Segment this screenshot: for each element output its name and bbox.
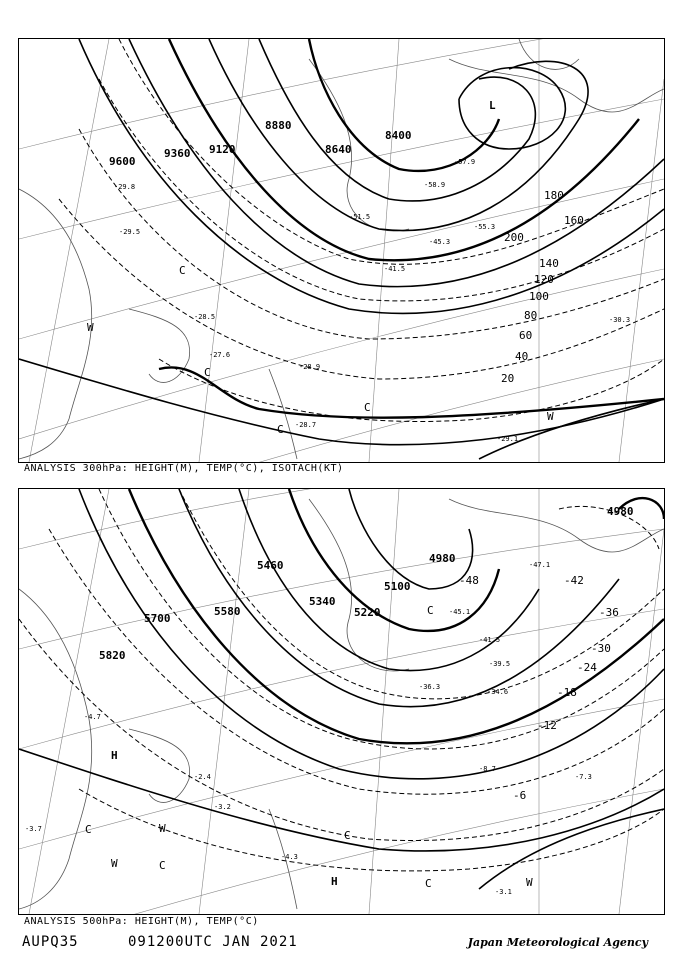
temp-value: -41.5 (479, 636, 501, 644)
temp-value: -29.1 (497, 435, 519, 443)
temp-contour-label: -12 (537, 719, 557, 732)
temp-value: -4.3 (281, 853, 298, 861)
height-label: 9120 (209, 143, 236, 156)
height-label: 5460 (257, 559, 284, 572)
temp-contour-label: -42 (564, 574, 584, 587)
isotach-label: 80 (524, 309, 538, 322)
temp-value: -3.7 (25, 825, 42, 833)
temp-contour-label: -6 (513, 789, 527, 802)
height-label: 5700 (144, 612, 171, 625)
temp-contour-label: -48 (459, 574, 479, 587)
labels-500hpa (19, 489, 664, 914)
height-label: 5820 (99, 649, 126, 662)
temp-value: -29.5 (119, 228, 141, 236)
temp-value: -39.5 (489, 660, 511, 668)
isotach-label: 40 (515, 350, 529, 363)
marks-300 (87, 264, 554, 436)
height-label: 5580 (214, 605, 241, 618)
temp-value: -45.1 (449, 608, 471, 616)
height-label: 8640 (325, 143, 352, 156)
isotach-labels-300 (501, 189, 584, 385)
temp-value: -41.5 (384, 265, 406, 273)
cold-mark: C (344, 829, 351, 842)
height-label: 4980 (429, 552, 456, 565)
temp-value: -27.6 (209, 351, 231, 359)
warm-mark: W (526, 876, 533, 889)
isotach-label: 140 (539, 257, 559, 270)
temp-contour-label: -36 (599, 606, 619, 619)
height-label: 8400 (385, 129, 412, 142)
isotach-label: 20 (501, 372, 515, 385)
temp-value: -45.3 (429, 238, 451, 246)
temp-value: -58.9 (424, 181, 446, 189)
warm-mark: W (547, 410, 554, 423)
height-label: 9360 (164, 147, 191, 160)
labels-300hpa (19, 39, 664, 462)
pressure-center-high: H (111, 749, 118, 762)
temp-value: -28.5 (194, 313, 216, 321)
temp-contour-label: -24 (577, 661, 597, 674)
marks-500 (85, 604, 533, 890)
isotach-label: 160 (564, 214, 584, 227)
isotach-label: 180 (544, 189, 564, 202)
cold-mark: C (277, 423, 284, 436)
temp-value: -34.6 (487, 688, 509, 696)
cold-mark: C (425, 877, 432, 890)
height-labels-500 (99, 505, 634, 662)
temp-value: -47.1 (529, 561, 551, 569)
temp-value: -3.1 (495, 888, 512, 896)
isotach-label: 100 (529, 290, 549, 303)
temp-value: -28.9 (299, 363, 321, 371)
caption-300hpa: ANALYSIS 300hPa: HEIGHT(M), TEMP(°C), ISOTACH(KT) (24, 463, 344, 474)
temp-value: -3.2 (214, 803, 231, 811)
temp-value: -29.8 (114, 183, 136, 191)
temp-value: -28.7 (295, 421, 317, 429)
valid-time: 091200UTC JAN 2021 (128, 934, 298, 950)
isotach-label: 60 (519, 329, 533, 342)
cold-mark: C (179, 264, 186, 277)
temp-value: -36.3 (419, 683, 441, 691)
temp-value: -8.7 (479, 765, 496, 773)
warm-mark: W (159, 822, 166, 835)
map-500hpa (18, 488, 665, 915)
isotach-label: 200 (504, 231, 524, 244)
caption-500hpa: ANALYSIS 500hPa: HEIGHT(M), TEMP(°C) (24, 916, 259, 927)
warm-mark: W (87, 321, 94, 334)
temp-value: -7.3 (575, 773, 592, 781)
cold-mark: C (427, 604, 434, 617)
height-label: 4980 (607, 505, 634, 518)
height-label: 8880 (265, 119, 292, 132)
isotach-label: 120 (534, 273, 554, 286)
product-id: AUPQ35 (22, 934, 79, 950)
temp-contour-label: -30 (591, 642, 611, 655)
temp-value: -2.4 (194, 773, 211, 781)
pressure-centers-500 (111, 749, 338, 888)
height-label: 5340 (309, 595, 336, 608)
warm-mark: W (111, 857, 118, 870)
height-labels-300 (109, 119, 412, 168)
pressure-center-low: L (489, 99, 496, 112)
cold-mark: C (204, 366, 211, 379)
height-label: 9600 (109, 155, 136, 168)
temp-value: -55.3 (474, 223, 496, 231)
pressure-center-high: H (331, 875, 338, 888)
cold-mark: C (85, 823, 92, 836)
temps-500 (25, 561, 592, 896)
cold-mark: C (159, 859, 166, 872)
temp-value: -57.9 (454, 158, 476, 166)
map-300hpa (18, 38, 665, 463)
cold-mark: C (364, 401, 371, 414)
temp-value: -51.5 (349, 213, 371, 221)
height-label: 5100 (384, 580, 411, 593)
agency-name: Japan Meteorological Agency (467, 936, 648, 949)
temp-value: -4.7 (84, 713, 101, 721)
temp-contour-label: -18 (557, 686, 577, 699)
height-label: 5220 (354, 606, 381, 619)
temp-value: -30.3 (609, 316, 631, 324)
